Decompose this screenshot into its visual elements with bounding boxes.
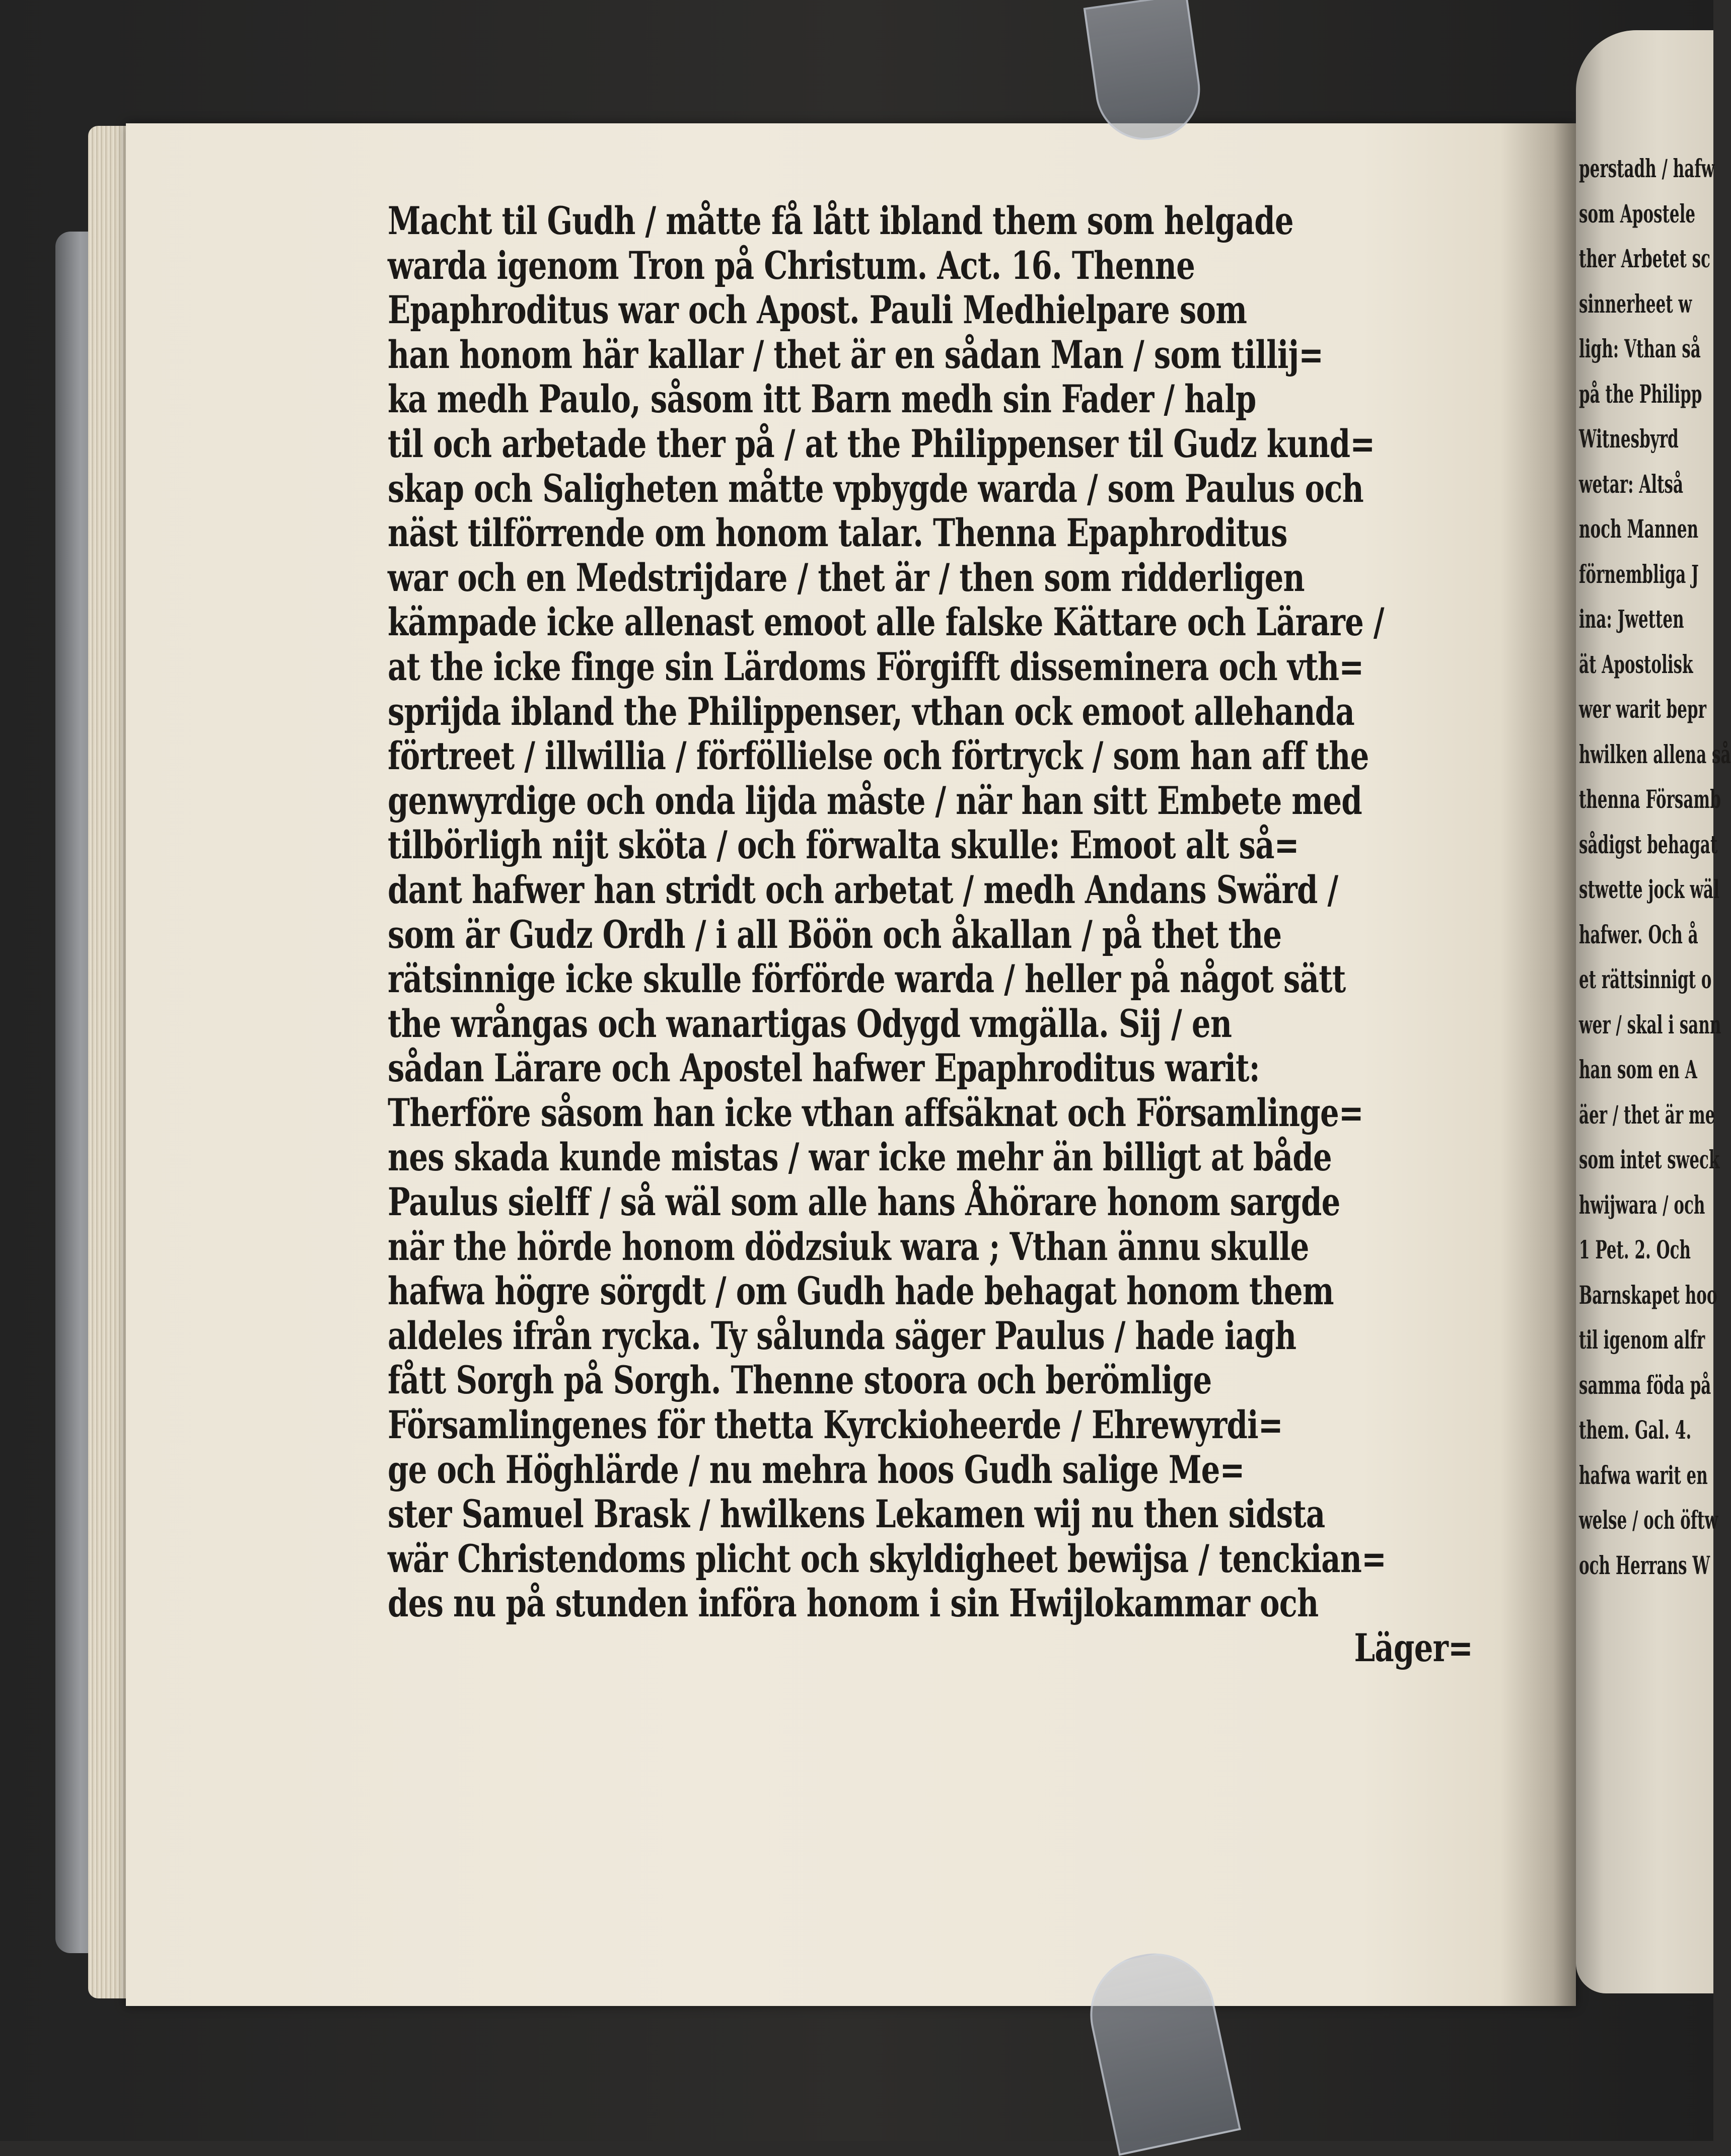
catchword: Läger= <box>1354 1625 1473 1670</box>
text-line: til och arbetade ther på / at the Philippenser til Gudz kund= <box>388 421 1375 466</box>
text-line: han honom här kallar / thet är en sådan Man / som tillij= <box>388 332 1324 377</box>
text-line: rätsinnige icke skulle förförde warda / heller på något sätt <box>388 956 1346 1002</box>
facing-text-line: samma föda på <box>1579 1370 1711 1400</box>
facing-text-line: wer warit bepr <box>1579 694 1706 724</box>
facing-text-line: 1 Pet. 2. Och <box>1579 1235 1691 1265</box>
facing-text-line: hafwa warit en <box>1579 1460 1708 1490</box>
text-line: tilbörligh nijt sköta / och förwalta skulle: Emoot alt så= <box>388 823 1299 868</box>
text-line: dant hafwer han stridt och arbetat / medh Andans Swärd / <box>388 867 1338 912</box>
facing-text-line: Witnesbyrd <box>1579 424 1679 454</box>
text-line: näst tilförrende om honom talar. Thenna Epaphroditus <box>388 510 1287 556</box>
text-line: Epaphroditus war och Apost. Pauli Medhielpare som <box>388 287 1247 333</box>
facing-text-line: ther Arbetet sc <box>1579 244 1710 273</box>
text-line: wär Christendoms plicht och skyldigheet bewijsa / tenckian= <box>388 1536 1387 1581</box>
text-line: Therföre såsom han icke vthan affsäknat och Församlinge= <box>388 1090 1363 1135</box>
facing-text-line: på the Philipp <box>1579 379 1702 409</box>
text-line: warda igenom Tron på Christum. Act. 16. Thenne <box>388 243 1195 288</box>
text-line: Macht til Gudh / måtte få lått ibland them som helgade <box>388 198 1293 243</box>
facing-text-line: sinnerheet w <box>1579 288 1692 319</box>
page-gutter-shadow <box>1500 123 1576 2006</box>
text-line: hafwa högre sörgdt / om Gudh hade behagat honom them <box>388 1269 1334 1314</box>
text-line: ster Samuel Brask / hwilkens Lekamen wij nu then sidsta <box>388 1492 1325 1537</box>
text-line: fått Sorgh på Sorgh. Thenne stoora och berömlige <box>388 1358 1212 1403</box>
facing-page <box>1576 30 1731 1993</box>
facing-text-line: som intet sweck <box>1579 1145 1720 1174</box>
text-line: the wrångas och wanartigas Odygd vmgälla. Sij / en <box>388 1001 1232 1046</box>
text-line: ka medh Paulo, såsom itt Barn medh sin Fader / halp <box>388 377 1256 422</box>
facing-text-line: et rättsinnigt o <box>1579 964 1712 994</box>
facing-text-line: hwilken allena så <box>1579 739 1731 769</box>
text-line: at the icke finge sin Lärdoms Förgifft disseminera och vth= <box>388 644 1364 689</box>
facing-text-line: ina: Jwetten <box>1579 604 1684 634</box>
facing-text-line: han som en A <box>1579 1055 1697 1084</box>
text-line: des nu på stunden införa honom i sin Hwijlokammar och <box>388 1581 1319 1626</box>
facing-text-line: wer / skal i sann <box>1579 1009 1721 1039</box>
facing-text-line: them. Gal. 4. <box>1579 1415 1692 1445</box>
text-line: sådan Lärare och Apostel hafwer Epaphroditus warit: <box>388 1046 1260 1091</box>
text-line: nes skada kunde mistas / war icke mehr än billigt at både <box>388 1135 1332 1180</box>
facing-text-line: perstadh / hafw <box>1579 154 1715 183</box>
text-line: ge och Höghlärde / nu mehra hoos Gudh salige Me= <box>388 1447 1245 1492</box>
text-line: förtreet / illwillia / förföllielse och förtryck / som han aff the <box>388 733 1369 779</box>
text-line: när the hörde honom dödzsiuk wara ; Vthan ännu skulle <box>388 1224 1309 1269</box>
text-line: war och en Medstrijdare / thet är / then som ridderligen <box>388 555 1305 600</box>
facing-text-line: förnembliga J <box>1579 559 1699 589</box>
facing-text-line: Barnskapet hoo <box>1579 1280 1717 1310</box>
facing-text-line: wetar: Altså <box>1579 469 1684 499</box>
facing-text-line: noch Mannen <box>1579 514 1699 544</box>
facing-text-line: som Apostele <box>1579 198 1696 229</box>
facing-text-line: ligh: Vthan så <box>1579 334 1701 363</box>
facing-text-line: hafwer. Och å <box>1579 919 1698 949</box>
text-line: aldeles ifrån rycka. Ty sålunda säger Paulus / hade iagh <box>388 1313 1296 1358</box>
facing-text-line: ät Apostolisk <box>1579 649 1693 679</box>
text-line: Församlingenes för thetta Kyrckioheerde / Ehrewyrdi= <box>388 1402 1283 1448</box>
text-line: sprijda ibland the Philippenser, vthan ock emoot allehanda <box>388 689 1355 734</box>
facing-text-line: stwette jock wäl <box>1579 874 1719 904</box>
facing-text-line: och Herrans W <box>1579 1550 1710 1580</box>
page-text-block <box>388 199 1473 1671</box>
facing-text-line: sådigst behagat <box>1579 829 1718 859</box>
text-line: kämpade icke allenast emoot alle falske Kättare och Lärare / <box>388 600 1384 645</box>
facing-text-line: äer / thet är me <box>1579 1099 1715 1130</box>
text-line: Paulus sielff / så wäl som alle hans Åhörare honom sargde <box>388 1179 1340 1225</box>
text-line: skap och Saligheten måtte vpbygde warda / som Paulus och <box>388 466 1363 511</box>
text-line: som är Gudz Ordh / i all Böön och åkallan / på thet the <box>388 912 1282 957</box>
facing-text-line: welse / och öftw <box>1579 1505 1718 1535</box>
facing-text-line: hwijwara / och <box>1579 1189 1705 1220</box>
facing-text-line: thenna Församb <box>1579 784 1721 814</box>
text-line: genwyrdige och onda lijda måste / när han sitt Embete med <box>388 778 1362 823</box>
facing-text-line: til igenom alfr <box>1579 1325 1705 1355</box>
